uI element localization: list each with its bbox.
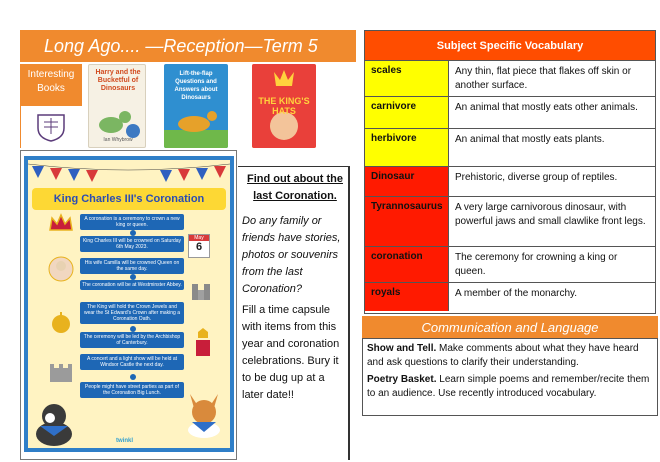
- book-cover-questions: [164, 64, 228, 148]
- book-cover-harry: [88, 64, 146, 148]
- vocab-definition: An animal that mostly eats other animals.: [455, 102, 638, 113]
- vocab-definition: A member of the monarchy.: [455, 288, 578, 299]
- communication-item: [367, 342, 653, 370]
- vocab-term: Dinosaur: [365, 167, 449, 196]
- timeline-dot: [130, 326, 136, 332]
- vocabulary-table: [364, 30, 656, 314]
- school-crest-icon: [34, 112, 68, 142]
- activity-question: Do any family or friends have stories, photos or souvenirs from the last Coronation?: [242, 215, 341, 295]
- crown-icon: [48, 212, 74, 234]
- vocab-row: [365, 61, 655, 97]
- poster-fact: The ceremony will be led by the Archbishop of Canterbury.: [80, 332, 184, 348]
- vocab-row: [365, 167, 655, 197]
- book-title-text: Lift-the-flap Questions and Answers about Dinosaurs: [174, 71, 218, 101]
- vocab-term: carnivore: [365, 97, 449, 128]
- dinosaur-illustration-icon: [164, 104, 228, 148]
- communication-body: [362, 338, 658, 416]
- activity-description: Fill a time capsule with items from this year and coronation celebrations. Bury it to be dug up at a later date!!: [242, 304, 340, 401]
- vocab-row: [365, 197, 655, 247]
- abbey-icon: [188, 276, 214, 302]
- vocab-row: [365, 283, 655, 311]
- vocab-term: scales: [365, 61, 449, 96]
- book-title-text: Harry and the Bucketful of Dinosaurs: [95, 69, 141, 92]
- queen-portrait-icon: [48, 256, 74, 282]
- vocab-term: royals: [365, 283, 449, 311]
- books-label: [20, 64, 82, 106]
- castle-icon: [48, 360, 74, 382]
- book-cover-kings-hats: [252, 64, 316, 148]
- poster-fact: A coronation is a ceremony to crown a new king or queen.: [80, 214, 184, 230]
- timeline-dot: [130, 374, 136, 380]
- crown-jewels-icon: [48, 310, 74, 336]
- books-label-text: Interesting Books: [27, 69, 75, 94]
- communication-item: [367, 373, 653, 401]
- coronation-activity-column: [238, 166, 350, 460]
- poster-fact: People might have street parties as part of the Coronation Big Lunch.: [80, 382, 184, 398]
- poster-fact: King Charles III will be crowned on Saturday 6th May 2023.: [80, 236, 184, 252]
- page-title-banner: [20, 30, 356, 62]
- brand-logo: twinkl: [116, 438, 134, 444]
- vocab-row: [365, 247, 655, 283]
- communication-item-text: Learn simple poems and remember/recite them to an audience. Use recently introduced vocabulary.: [367, 374, 650, 399]
- timeline-dot: [130, 230, 136, 236]
- vocabulary-title: Subject Specific Vocabulary: [365, 31, 655, 61]
- coronation-poster: [24, 156, 234, 452]
- archbishop-icon: [192, 328, 214, 356]
- vocab-definition: Any thin, flat piece that flakes off skin or another surface.: [455, 66, 632, 91]
- poster-fact: His wife Camilla will be crowned Queen on the same day.: [80, 258, 184, 274]
- vocab-row: [365, 129, 655, 167]
- page-title: Long Ago.... —Reception—Term 5: [44, 35, 318, 56]
- vocab-term: Tyrannosaurus: [365, 197, 449, 246]
- communication-item-label: Show and Tell.: [367, 343, 437, 354]
- book-author: Ian Whybrow: [103, 137, 133, 143]
- vocab-definition: An animal that mostly eats plants.: [455, 134, 605, 145]
- calendar-month: May: [189, 235, 209, 241]
- vocab-definition: The ceremony for crowning a king or queen.: [455, 252, 618, 277]
- communication-item-text: Make comments about what they have heard and ask questions to clarify their understanding.: [367, 343, 639, 368]
- dog-mascot-icon: [30, 396, 78, 446]
- vocab-term: coronation: [365, 247, 449, 282]
- poster-fact: The coronation will be at Westminster Abbey.: [80, 280, 184, 290]
- vocab-definition: Prehistoric, diverse group of reptiles.: [455, 172, 618, 183]
- vocab-row: [365, 97, 655, 129]
- communication-item-label: Poetry Basket.: [367, 374, 437, 385]
- calendar-icon: [188, 234, 210, 258]
- poster-title: King Charles III's Coronation: [32, 188, 226, 210]
- vocab-term: herbivore: [365, 129, 449, 166]
- vocab-definition: A very large carnivorous dinosaur, with powerful jaws and small clawlike front legs.: [455, 202, 646, 227]
- timeline-dot: [130, 274, 136, 280]
- activity-heading: Find out about the last Coronation.: [247, 173, 343, 202]
- calendar-day: 6: [195, 241, 203, 253]
- corgi-mascot-icon: [180, 388, 228, 438]
- poster-fact: The King will hold the Crown Jewels and wear the St Edward's Crown after making a Coronation Oath.: [80, 302, 184, 324]
- book-title-text: THE KING'S HATS: [258, 96, 310, 116]
- communication-title: Communication and Language: [362, 316, 658, 338]
- bunting-icon: [28, 160, 230, 186]
- poster-fact: A concert and a light show will be held at Windsor Castle the next day.: [80, 354, 184, 370]
